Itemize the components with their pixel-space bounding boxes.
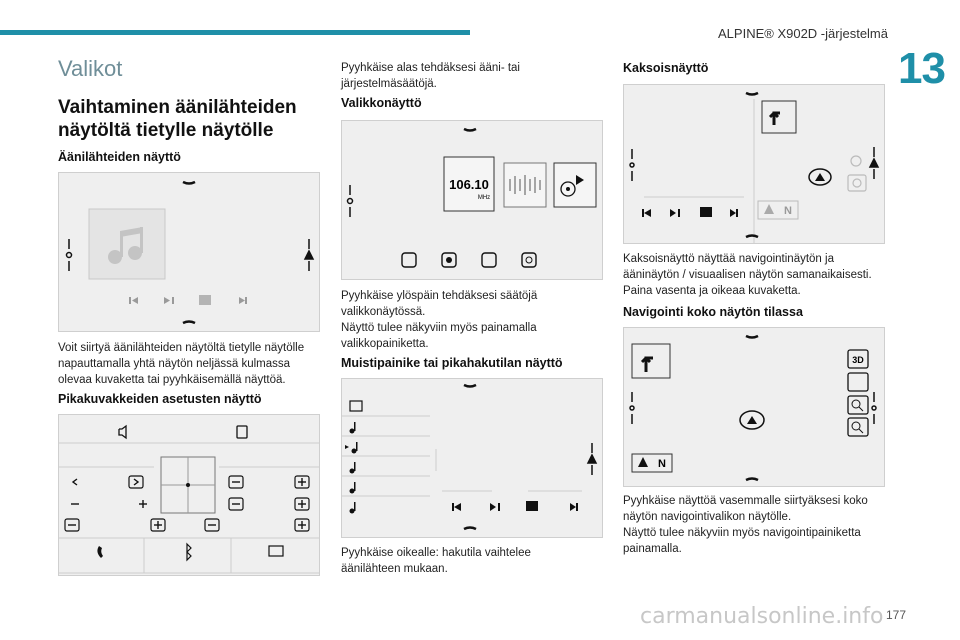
swipe-up-icon: [183, 322, 195, 324]
col3-paragraph-2: Pyyhkäise näyttöä vasemmalle siirtyäksesi koko näytön navigointivalikon näytölle. Näyttö tulee näkyviin myös navigointipainiketta painamalla.: [623, 495, 868, 555]
source-screen-illustration: [58, 172, 320, 332]
swipe-up-icon: [464, 528, 476, 530]
svg-text:3D: 3D: [852, 355, 864, 365]
media-controls: [452, 501, 578, 511]
turn-instruction: [762, 101, 796, 133]
screen-icon: [269, 546, 283, 556]
folder-icon: [350, 401, 362, 411]
touch-icon: [237, 426, 247, 438]
col2-paragraph-2: Pyyhkäise ylöspäin tehdäksesi säätöjä valikkonäytössä. Näyttö tulee näkyviin myös painamalla valikkopainiketta.: [341, 290, 538, 350]
section-title: Valikot: [58, 56, 123, 81]
sub-source-screen: Äänilähteiden näyttö: [58, 150, 181, 164]
search-corner-icon: [872, 392, 876, 424]
swipe-up-icon: [746, 479, 758, 481]
compass-widget: [758, 201, 798, 219]
col1-paragraph: Voit siirtyä äänilähteiden näytöltä tietylle näytölle napauttamalla yhtä näytön neljässä kulmassa olevaa kuvaketta tai pyyhkäisemällä näyttöä.: [58, 342, 305, 386]
col2-paragraph-1: Pyyhkäise alas tehdäksesi ääni- tai järjestelmäsäätöjä.: [341, 62, 520, 90]
music-corner-icon: [630, 392, 634, 424]
sub-quick-settings: Pikakuvakkeiden asetusten näyttö: [58, 392, 262, 406]
car-app-icon: [482, 253, 496, 267]
media-controls: [642, 207, 738, 217]
nav-corner-icon: [305, 239, 313, 271]
nav-corner-icon: [588, 443, 596, 475]
sub-memory-screen: Muistipainike tai pikahakutilan näyttö: [341, 356, 563, 370]
col2-paragraph-3: Pyyhkäise oikealle: hakutila vaihtelee äänilähteen mukaan.: [341, 547, 531, 575]
quick-settings-illustration: [58, 414, 320, 576]
audio-corner-icon: [870, 147, 878, 179]
phone-icon: [97, 546, 103, 558]
swipe-down-icon: [746, 336, 758, 338]
memory-screen-illustration: [341, 378, 603, 538]
header-accent-bar: [0, 30, 470, 35]
zoom-out-button: [848, 418, 868, 436]
radio-frequency: 106.10: [449, 177, 489, 192]
nav-full-illustration: [623, 327, 885, 487]
bluetooth-icon: [187, 544, 191, 560]
traffic-button: [848, 373, 868, 391]
search-corner-icon: [67, 239, 72, 271]
music-corner-icon: [630, 149, 634, 181]
svg-text:N: N: [658, 458, 666, 470]
watermark: carmanualsonline.info: [640, 604, 884, 629]
sub-dual-screen: Kaksoisnäyttö: [623, 61, 709, 75]
compass-widget: [632, 454, 672, 472]
settings-app-icon: [522, 253, 536, 267]
sub-menu-screen: Valikkonäyttö: [341, 96, 422, 110]
sub-nav-full: Navigointi koko näytön tilassa: [623, 305, 803, 319]
svg-text:N: N: [784, 205, 792, 217]
col3-paragraph-1: Kaksoisnäyttö näyttää navigointinäytön ja ääninäytön / visuaalisen näytön samanaikaisesti. Paina vasenta ja oikeaa kuvaketta.: [623, 253, 872, 297]
menu-screen-illustration: [341, 120, 603, 280]
page-number: 177: [885, 608, 906, 622]
dual-screen-illustration: [623, 84, 885, 244]
zoom-in-button: [848, 396, 868, 414]
swipe-up-icon: [746, 236, 758, 238]
album-art: [89, 209, 165, 279]
phone-app-icon: [402, 253, 416, 267]
swipe-down-icon: [464, 385, 476, 387]
swipe-down-icon: [746, 93, 758, 95]
header-system-name: ALPINE® X902D -järjestelmä: [718, 26, 888, 41]
turn-instruction: [632, 344, 670, 378]
chapter-number: 13: [898, 44, 945, 93]
swipe-down-icon: [464, 129, 476, 131]
media-controls: [129, 295, 247, 305]
radio-unit: MHz: [477, 195, 491, 201]
search-corner-icon: [348, 185, 353, 217]
page-heading: Vaihtaminen äänilähteiden näytöltä tietylle näytölle: [58, 97, 297, 141]
volume-icon: [119, 426, 126, 438]
media-tile: [554, 163, 596, 207]
swipe-down-icon: [183, 182, 195, 184]
